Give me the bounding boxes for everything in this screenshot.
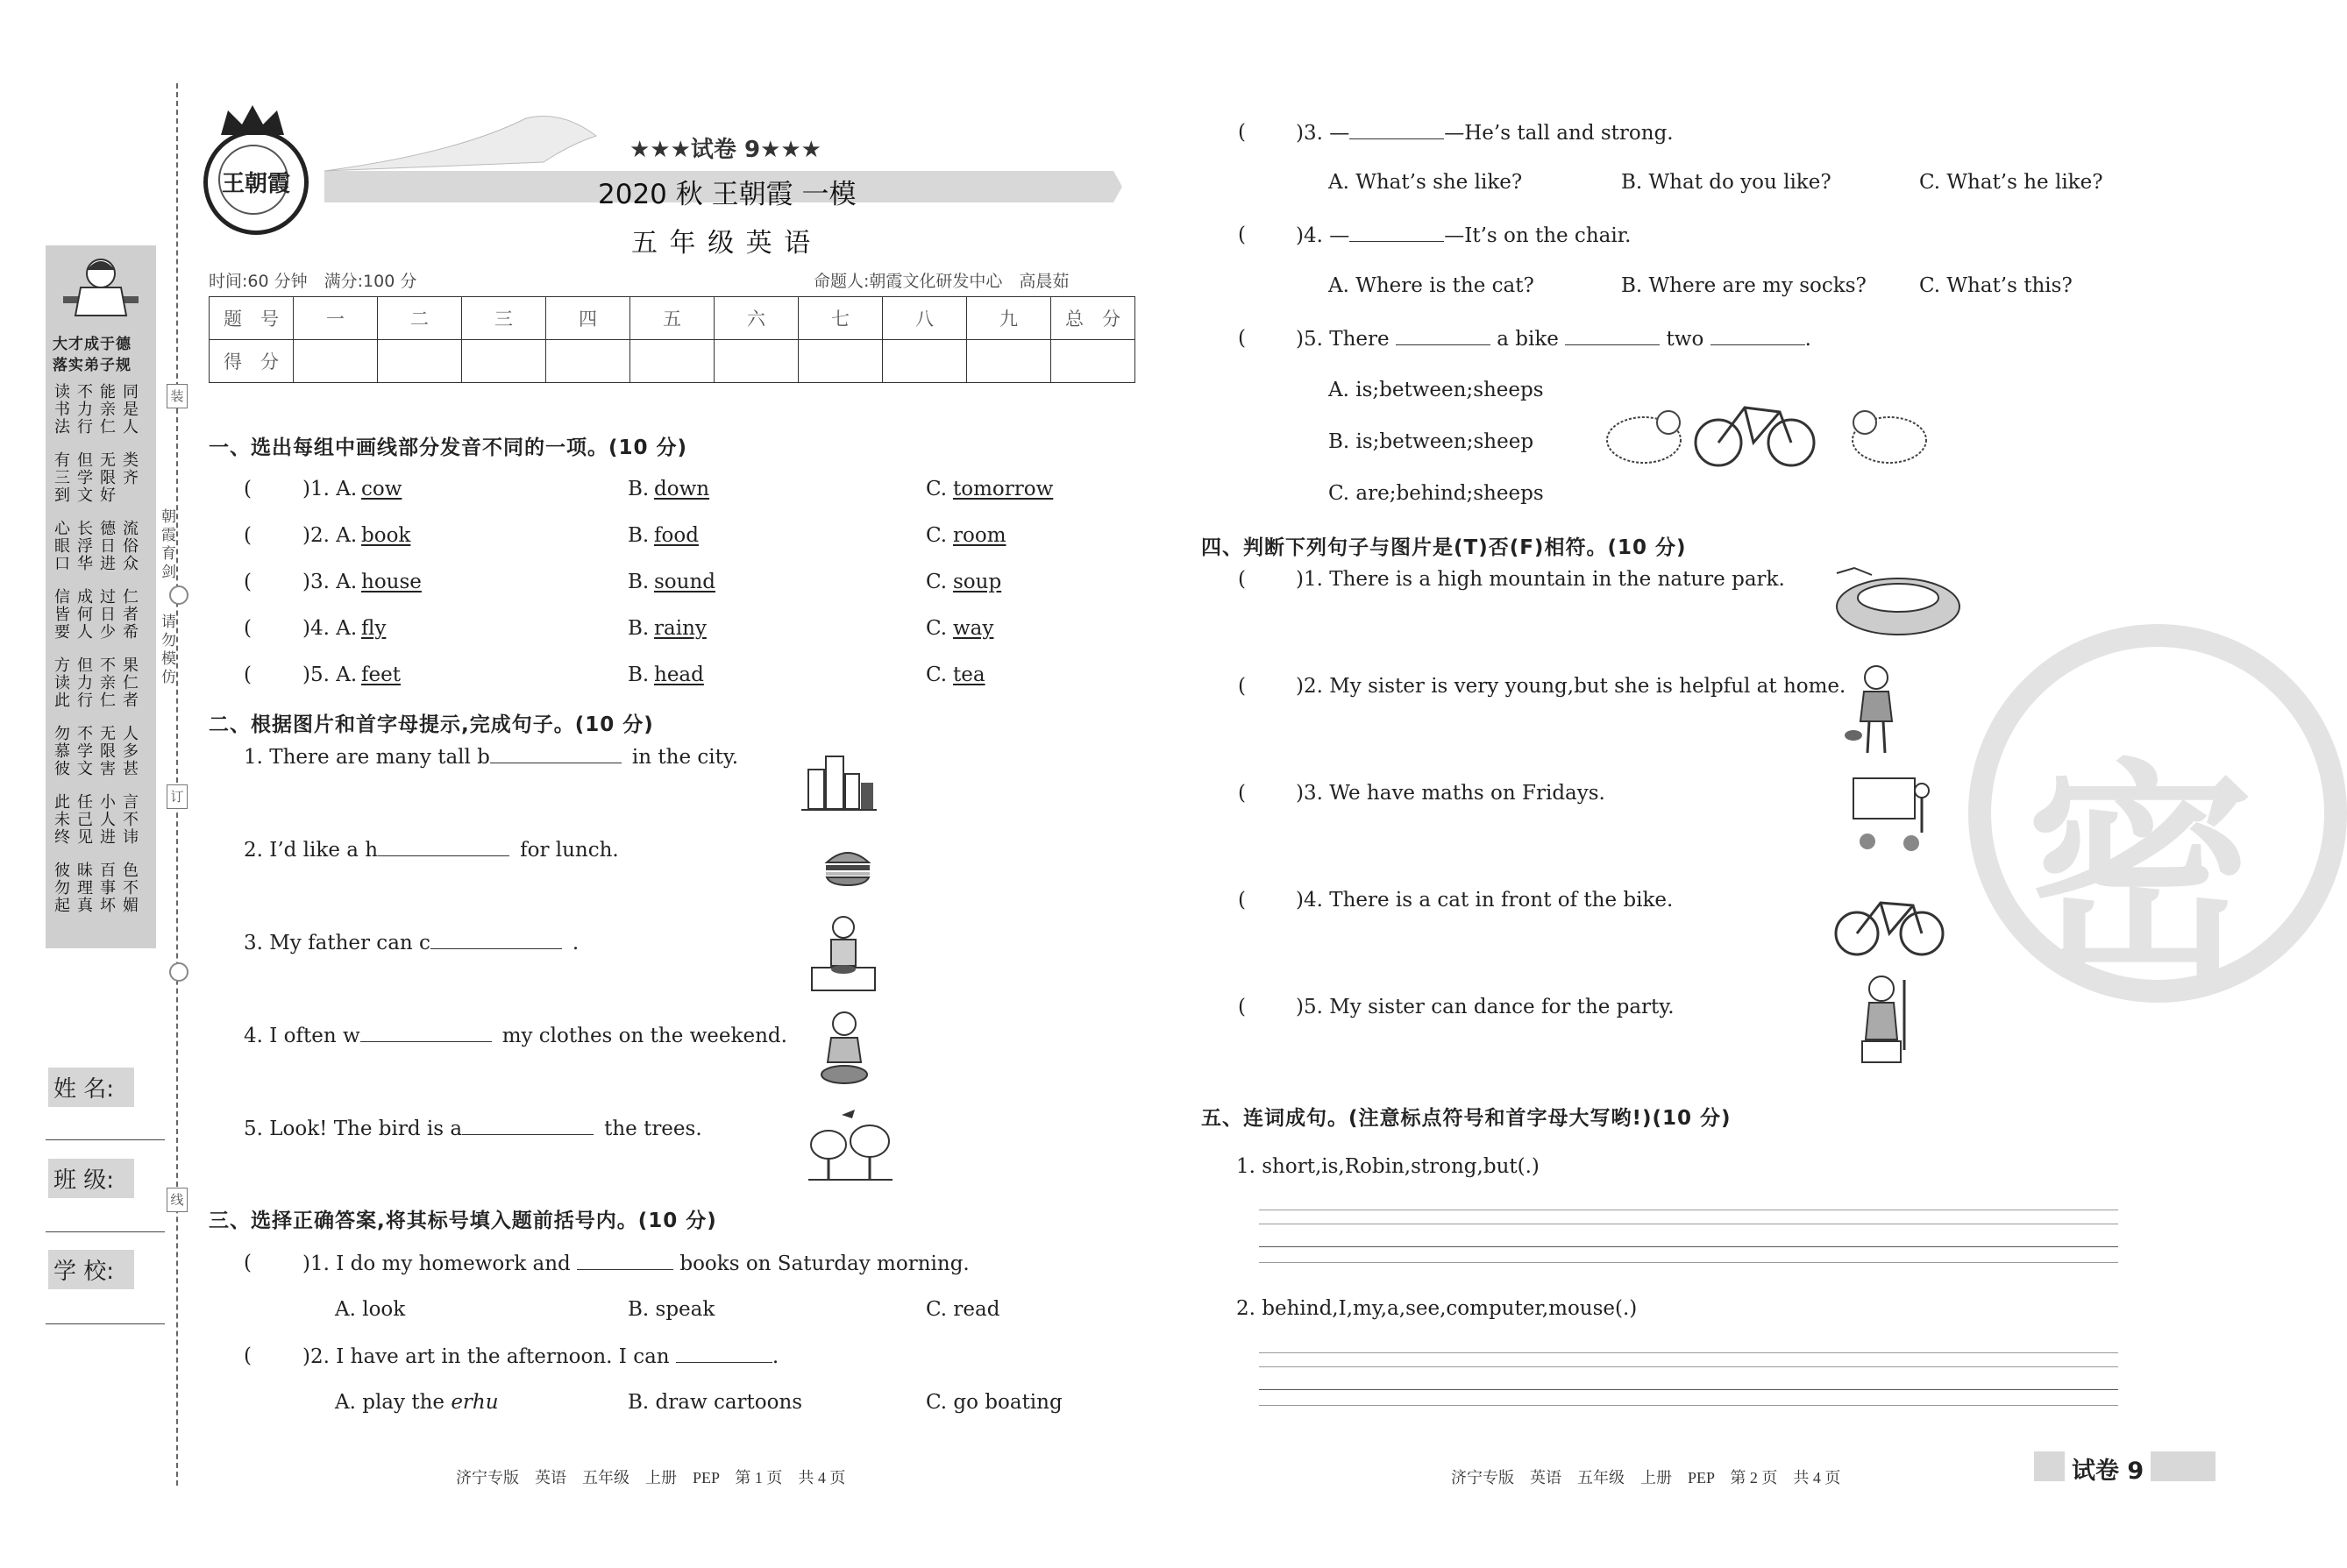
q3-1-stem: )1. I do my homework and books on Saturday morning. <box>302 1252 970 1275</box>
judge-statement: )3. We have maths on Fridays. <box>1296 782 1605 805</box>
option-c-word[interactable]: way <box>953 617 994 640</box>
option-a-word[interactable]: feet <box>361 663 401 686</box>
motto-column: 心眼口 <box>54 520 70 573</box>
motto-column: 同是人 <box>123 383 139 436</box>
punch-hole-icon <box>169 962 188 982</box>
score-header: 题 号 <box>210 297 294 340</box>
judge-statement: )5. My sister can dance for the party. <box>1296 996 1675 1018</box>
option-b-label: B. <box>628 617 650 640</box>
footer-right: 济宁专版 英语 五年级 上册 PEP 第 2 页 共 4 页 <box>1451 1469 1841 1486</box>
motto-column: 此未终 <box>54 793 70 847</box>
time-info: 时间:60 分钟 满分:100 分 <box>209 272 417 291</box>
motto-column: 类齐 <box>123 451 139 487</box>
motto-column: 有三到 <box>54 451 70 505</box>
q3-4-option-c[interactable]: C. What’s this? <box>1919 274 2073 297</box>
item-text: 5. Look! The bird is a <box>244 1117 463 1140</box>
motto-column: 果仁者 <box>123 656 139 710</box>
bird-trees-icon <box>807 1103 894 1186</box>
subject-title: 五 年 级 英 语 <box>631 228 813 259</box>
answer-line[interactable] <box>1259 1246 2118 1247</box>
name-label: 姓 名: <box>48 1068 134 1107</box>
answer-line[interactable] <box>1259 1352 2118 1353</box>
answer-line[interactable] <box>1259 1262 2118 1263</box>
item-text: 4. I often w <box>244 1025 360 1047</box>
series-label: ★★★试卷 9★★★ <box>629 137 821 163</box>
classroom-icon <box>1850 771 1938 859</box>
motto-column: 色不媚 <box>123 862 139 915</box>
score-table <box>209 296 1135 383</box>
section3-title: 三、选择正确答案,将其标号填入题前括号内。(10 分) <box>209 1210 717 1232</box>
watermark-seal <box>1968 624 2347 1006</box>
q3-5-option-b[interactable]: B. is;between;sheep <box>1328 430 1534 453</box>
motto-column: 无限好 <box>100 451 116 505</box>
item-text: my clothes on the weekend. <box>501 1025 787 1047</box>
option-b-word[interactable]: food <box>654 524 699 547</box>
answer-paren[interactable]: ( <box>244 571 252 593</box>
score-cell[interactable] <box>630 340 715 383</box>
score-cell[interactable] <box>462 340 546 383</box>
judge-statement: )1. There is a high mountain in the nature park. <box>1296 568 1785 591</box>
option-b-word[interactable]: rainy <box>654 617 707 640</box>
motto-column: 彼勿起 <box>54 862 70 915</box>
option-b-word[interactable]: head <box>654 663 704 686</box>
motto-column: 读书法 <box>54 383 70 436</box>
motto-column: 仁者希 <box>123 588 139 642</box>
answer-blank[interactable] <box>378 838 509 856</box>
score-header: 八 <box>883 297 967 340</box>
fill-in-item <box>244 1117 702 1140</box>
answer-blank[interactable] <box>430 931 562 949</box>
question-number: )2. A. <box>302 524 358 547</box>
score-cell[interactable] <box>378 340 462 383</box>
q3-1-option-a[interactable]: A. look <box>335 1298 406 1321</box>
motto-column: 信皆要 <box>54 588 70 642</box>
score-header: 四 <box>546 297 630 340</box>
score-cell[interactable] <box>715 340 799 383</box>
score-cell[interactable] <box>799 340 883 383</box>
answer-line[interactable] <box>1259 1389 2118 1390</box>
option-b-label: B. <box>628 571 650 593</box>
banner-line2: 落实弟子规 <box>53 357 132 374</box>
answer-paren[interactable]: ( <box>1238 996 1246 1018</box>
exam-title: 2020 秋 王朝霞 一模 <box>598 179 857 210</box>
q3-4-option-b[interactable]: B. Where are my socks? <box>1621 274 1867 297</box>
class-field[interactable] <box>46 1231 165 1232</box>
answer-paren[interactable]: ( <box>1238 889 1246 912</box>
q3-2-paren[interactable]: ( <box>244 1345 252 1367</box>
question-number: )5. A. <box>302 663 358 686</box>
score-header: 总 分 <box>1051 297 1135 340</box>
option-c-word[interactable]: tomorrow <box>953 478 1054 500</box>
section5-title: 五、连词成句。(注意标点符号和首字母大写哟!)(10 分) <box>1201 1107 1732 1130</box>
motto-column: 百事坏 <box>100 862 116 915</box>
score-header: 三 <box>462 297 546 340</box>
option-a-word[interactable]: cow <box>361 478 402 500</box>
option-c-label: C. <box>926 571 948 593</box>
author-info: 命题人:朝霞文化研发中心 高晨茹 <box>814 272 1070 291</box>
cut-mark-3: 线 <box>167 1188 188 1212</box>
score-row-label: 得 分 <box>210 340 294 383</box>
section5-item-1: 1. short,is,Robin,strong,but(.) <box>1236 1155 1540 1178</box>
q3-3-paren[interactable]: ( <box>1238 121 1246 144</box>
section1-title: 一、选出每组中画线部分发音不同的一项。(10 分) <box>209 436 688 459</box>
q3-5-option-a[interactable]: A. is;between;sheeps <box>1328 379 1544 401</box>
motto-column: 但学文 <box>77 451 93 505</box>
fill-in-item <box>244 931 579 954</box>
motto-column: 能亲仁 <box>100 383 116 436</box>
motto-column: 但力行 <box>77 656 93 710</box>
motto-column: 无限害 <box>100 725 116 778</box>
q3-3-stem: )3. — —He’s tall and strong. <box>1296 122 1674 145</box>
q3-1-option-b[interactable]: B. speak <box>628 1298 715 1321</box>
banner-line1: 大才成于德 <box>53 336 132 353</box>
q3-3-option-c[interactable]: C. What’s he like? <box>1919 171 2103 194</box>
footer-left: 济宁专版 英语 五年级 上册 PEP 第 1 页 共 4 页 <box>456 1469 846 1486</box>
motto-column: 成何人 <box>77 588 93 642</box>
q3-5-option-c[interactable]: C. are;behind;sheeps <box>1328 482 1544 505</box>
item-text: for lunch. <box>520 839 619 862</box>
answer-blank[interactable] <box>360 1024 492 1042</box>
footer-tag: 试卷 9 <box>2065 1451 2151 1486</box>
motto-column: 言不讳 <box>123 793 139 847</box>
score-header: 九 <box>967 297 1051 340</box>
fill-in-item <box>244 838 619 862</box>
motto-column: 德日进 <box>100 520 116 573</box>
score-header: 七 <box>799 297 883 340</box>
motto-column: 流俗众 <box>123 520 139 573</box>
answer-line[interactable] <box>1259 1405 2118 1406</box>
section5-item-2: 2. behind,I,my,a,see,computer,mouse(.) <box>1236 1297 1638 1320</box>
q3-4-stem: )4. — —It’s on the chair. <box>1296 224 1632 247</box>
judge-statement: )4. There is a cat in front of the bike. <box>1296 889 1674 912</box>
motto-column: 方读此 <box>54 656 70 710</box>
logo-seal <box>203 130 309 235</box>
answer-paren[interactable]: ( <box>244 663 252 686</box>
option-b-label: B. <box>628 524 650 547</box>
option-c-word[interactable]: room <box>953 524 1006 547</box>
class-label: 班 级: <box>48 1159 134 1198</box>
motto-column: 不学文 <box>77 725 93 778</box>
answer-blank[interactable] <box>462 1117 594 1135</box>
q3-3-option-a[interactable]: A. What’s she like? <box>1328 171 1523 194</box>
q3-4-paren[interactable]: ( <box>1238 223 1246 246</box>
item-text: 2. I’d like a h <box>244 839 379 862</box>
score-cell[interactable] <box>883 340 967 383</box>
option-a-word[interactable]: book <box>361 524 411 547</box>
item-text: in the city. <box>631 746 739 769</box>
answer-paren[interactable]: ( <box>244 617 252 640</box>
option-c-label: C. <box>926 524 948 547</box>
scholar-icon <box>46 245 156 333</box>
seal-text: 朝霞育剑 <box>161 508 176 581</box>
sidebar-banner <box>46 245 156 377</box>
q3-1-paren[interactable]: ( <box>244 1252 252 1274</box>
section4-title: 四、判断下列句子与图片是(T)否(F)相符。(10 分) <box>1201 536 1687 559</box>
q3-2-stem: )2. I have art in the afternoon. I can . <box>302 1345 779 1368</box>
q3-3-option-b[interactable]: B. What do you like? <box>1621 171 1831 194</box>
motto-column: 勿慕彼 <box>54 725 70 778</box>
score-header: 五 <box>630 297 715 340</box>
score-cell[interactable] <box>1051 340 1135 383</box>
option-b-word[interactable]: down <box>654 478 710 500</box>
hamburger-icon <box>821 843 874 887</box>
score-cell[interactable] <box>294 340 378 383</box>
answer-paren[interactable]: ( <box>1238 675 1246 698</box>
answer-blank[interactable] <box>490 745 622 763</box>
option-c-label: C. <box>926 478 948 500</box>
question-number: )3. A. <box>302 571 358 593</box>
option-a-word[interactable]: house <box>361 571 422 593</box>
watermark-text: 密 <box>2026 741 2254 1006</box>
logo-text: 王朝霞 <box>221 171 290 197</box>
cut-mark-1: 装 <box>167 384 188 408</box>
motto-column: 任己见 <box>77 793 93 847</box>
motto-column: 过日少 <box>100 588 116 642</box>
motto-column: 不亲仁 <box>100 656 116 710</box>
item-text: 1. There are many tall b <box>244 746 490 769</box>
option-b-word[interactable]: sound <box>654 571 715 593</box>
score-header: 二 <box>378 297 462 340</box>
girl-music-icon <box>1850 971 1920 1068</box>
judge-statement: )2. My sister is very young,but she is helpful at home. <box>1296 675 1846 698</box>
motto-column: 小人进 <box>100 793 116 847</box>
mountain-park-icon <box>1828 561 1968 640</box>
name-field[interactable] <box>46 1139 165 1140</box>
item-text: the trees. <box>604 1117 702 1140</box>
q3-2-option-b[interactable]: B. draw cartoons <box>628 1391 803 1414</box>
motto-column: 长浮华 <box>77 520 93 573</box>
option-b-label: B. <box>628 663 650 686</box>
option-c-label: C. <box>926 663 948 686</box>
answer-paren[interactable]: ( <box>244 524 252 547</box>
score-header: 六 <box>715 297 799 340</box>
q3-2-option-a[interactable]: A. play the erhu <box>335 1391 499 1414</box>
question-number: )4. A. <box>302 617 358 640</box>
warning-text: 请勿模仿 <box>161 614 176 686</box>
answer-line[interactable] <box>1259 1366 2118 1367</box>
option-c-label: C. <box>926 617 948 640</box>
option-a-word[interactable]: fly <box>361 617 387 640</box>
score-cell[interactable] <box>967 340 1051 383</box>
motto-column: 昧理真 <box>77 862 93 915</box>
punch-hole-icon <box>169 585 188 605</box>
motto-column: 不力行 <box>77 383 93 436</box>
cut-mark-2: 订 <box>167 784 188 809</box>
item-text: 3. My father can c <box>244 932 430 954</box>
option-b-label: B. <box>628 478 650 500</box>
question-number: )1. A. <box>302 478 358 500</box>
cooking-man-icon <box>808 912 878 995</box>
crown-icon <box>217 103 288 138</box>
option-c-word[interactable]: tea <box>953 663 985 686</box>
q3-5-paren[interactable]: ( <box>1238 327 1246 350</box>
washing-girl-icon <box>814 1008 875 1091</box>
answer-paren[interactable]: ( <box>1238 568 1246 591</box>
school-label: 学 校: <box>48 1250 134 1289</box>
section2-title: 二、根据图片和首字母提示,完成句子。(10 分) <box>209 713 654 736</box>
q3-5-stem: )5. There a bike two . <box>1296 328 1811 351</box>
q3-1-option-c[interactable]: C. read <box>926 1298 1000 1321</box>
option-c-word[interactable]: soup <box>953 571 1002 593</box>
girl-helping-icon <box>1841 662 1911 758</box>
item-text: . <box>572 932 580 954</box>
answer-paren[interactable]: ( <box>244 478 252 500</box>
buildings-icon <box>800 752 878 813</box>
q3-2-option-c[interactable]: C. go boating <box>926 1391 1063 1414</box>
answer-paren[interactable]: ( <box>1238 782 1246 805</box>
q3-4-option-a[interactable]: A. Where is the cat? <box>1328 274 1534 297</box>
bike-icon <box>1832 881 1946 960</box>
motto-column: 人多甚 <box>123 725 139 778</box>
fill-in-item <box>244 1024 787 1047</box>
score-cell[interactable] <box>546 340 630 383</box>
fill-in-item <box>244 745 738 769</box>
school-field[interactable] <box>46 1323 165 1324</box>
sheep-bike-sheep-icon <box>1600 377 1933 473</box>
score-header: 一 <box>294 297 378 340</box>
